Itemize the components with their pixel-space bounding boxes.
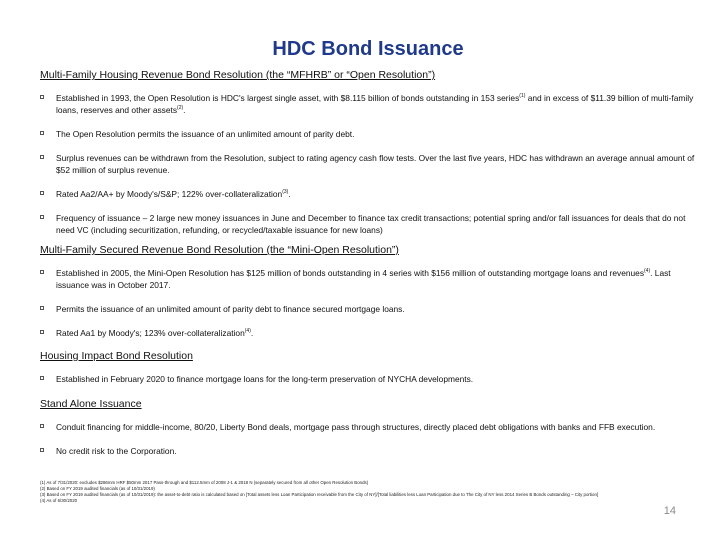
footnote-ref: (4) [244, 328, 251, 335]
bullet-text: Permits the issuance of an unlimited amount of parity debt to finance secured mortgage loans. [56, 304, 405, 314]
footnote: (3) Based on FY 2019 audited financials (as of 10/31/2019): the asset-to-debt ratio is calculated based on [Total assets less Loan Participation receivable from the City of NY]/[Total liabilities less Loan Participation due to The City of NY less 2014 Series B Bonds outstanding – City portion] [40, 491, 599, 497]
list-item [40, 267, 696, 291]
square-bullet-icon [40, 306, 44, 310]
footnote-ref: (4) [644, 268, 651, 275]
bullet-text: . [183, 105, 186, 115]
bullet-text: Established in 2005, the Mini-Open Resolution has $125 million of bonds outstanding in 4 series with $156 million of outstanding mortgage loans and revenues [56, 268, 645, 278]
square-bullet-icon [40, 270, 44, 274]
section-heading: Multi-Family Secured Revenue Bond Resolution (the “Mini-Open Resolution”) [40, 244, 399, 256]
list-item [40, 445, 696, 457]
bullet-list [40, 92, 696, 236]
bullet-list [40, 421, 696, 457]
list-item [40, 212, 696, 236]
bullet-text: . [250, 328, 254, 338]
bullet-text: Surplus revenues can be withdrawn from the Resolution, subject to rating agency cash flow tests. Over the last five years, HDC has withdrawn an average annual amount of $52 million of surplus revenue. [56, 153, 695, 175]
section-heading: Housing Impact Bond Resolution [40, 350, 193, 362]
square-bullet-icon [40, 155, 44, 159]
footnotes [40, 480, 650, 504]
footnote: (1) As of 7/31/2020: excludes $286mm HRF $50mm 2017 Pass-through and $112.5mm of 2008 J-1 & 2018 N (separately secured from all other Open Resolution Bonds) [40, 480, 369, 485]
bullet-list [40, 373, 696, 385]
bullet-list [40, 267, 696, 339]
list-item [40, 303, 696, 315]
page-number: 14 [663, 505, 676, 517]
list-item [40, 421, 696, 433]
square-bullet-icon [40, 191, 44, 195]
list-item [40, 152, 696, 176]
square-bullet-icon [40, 376, 44, 380]
bullet-text: Conduit financing for middle-income, 80/20, Liberty Bond deals, mortgage pass through structures, directly placed debt obligations with banks and FFB execution. [56, 422, 656, 432]
bullet-text: Established in 1993, the Open Resolution is HDC's largest single asset, with $8.115 billion of bonds outstanding in 153 series [56, 93, 520, 103]
bullet-text: No credit risk to the Corporation. [56, 446, 177, 456]
square-bullet-icon [40, 131, 44, 135]
section-housing-impact [40, 350, 696, 385]
section-stand-alone [40, 398, 696, 457]
list-item [40, 188, 696, 200]
footnote: (4) As of 6/30/2020 [40, 497, 78, 503]
footnote: (2) Based on FY 2019 audited financials (as of 10/31/2019) [40, 485, 155, 491]
bullet-text: Rated Aa1 by Moody's; 123% over-collateralization [56, 328, 245, 338]
bullet-text: . Last issuance was in October 2017. [56, 268, 671, 290]
bullet-text: . [288, 189, 291, 199]
square-bullet-icon [40, 215, 44, 219]
list-item [40, 327, 696, 339]
list-item [40, 128, 696, 140]
bullet-text: and in excess of $11.39 billion of multi-family loans, reserves and other assets [56, 93, 694, 115]
square-bullet-icon [40, 95, 44, 99]
list-item [40, 92, 696, 116]
bullet-text: Rated Aa2/AA+ by Moody's/S&P; 122% over-collateralization [56, 189, 283, 199]
footnote-ref: (2) [177, 105, 184, 112]
section-mini-open-resolution [40, 244, 696, 339]
footnote-ref: (3) [282, 189, 289, 196]
square-bullet-icon [40, 424, 44, 428]
square-bullet-icon [40, 330, 44, 334]
section-heading: Multi-Family Housing Revenue Bond Resolution (the “MFHRB” or “Open Resolution”) [40, 69, 436, 81]
square-bullet-icon [40, 448, 44, 452]
section-open-resolution [40, 69, 696, 236]
list-item [40, 373, 696, 385]
bullet-text: Frequency of issuance – 2 large new money issuances in June and December to finance tax credit transactions; potential spring and/or fall issuances for deals that do not need VC (including securitization, refunding, or recycled/taxable issuance for new loans) [56, 213, 686, 235]
bullet-text: Established in February 2020 to finance mortgage loans for the long-term preservation of NYCHA developments. [56, 374, 474, 384]
section-heading: Stand Alone Issuance [40, 398, 142, 410]
page-title: HDC Bond Issuance [272, 38, 464, 60]
footnote-ref: (1) [519, 93, 526, 100]
bullet-text: The Open Resolution permits the issuance of an unlimited amount of parity debt. [56, 129, 355, 139]
